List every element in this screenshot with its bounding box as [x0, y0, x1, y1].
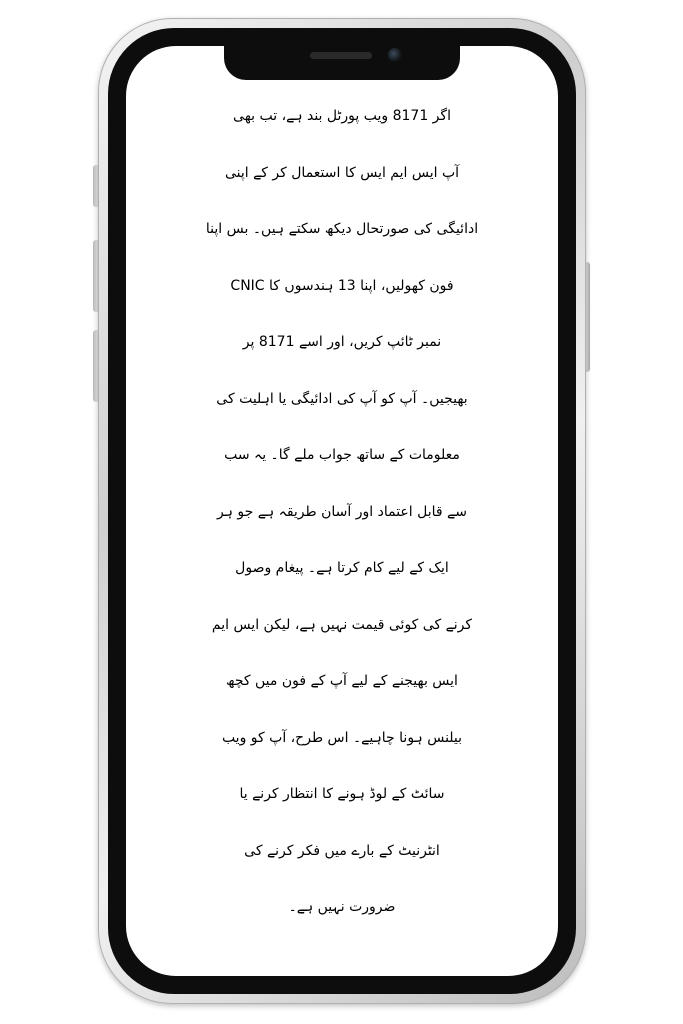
front-camera-icon — [388, 48, 402, 62]
speaker-grille — [310, 52, 372, 59]
text-line: فون کھولیں، اپنا 13 ہندسوں کا CNIC — [230, 277, 454, 294]
text-line: اگر 8171 ویب پورٹل بند ہے، تب بھی — [233, 108, 451, 124]
text-line: معلومات کے ساتھ جواب ملے گا۔ یہ سب — [224, 447, 460, 463]
article-text — [128, 88, 556, 936]
text-line: ایک کے لیے کام کرتا ہے۔ پیغام وصول — [235, 560, 449, 576]
notch — [224, 42, 460, 80]
text-line: بیلنس ہونا چاہیے۔ اس طرح، آپ کو ویب — [221, 729, 463, 746]
text-line: انٹرنیٹ کے بارے میں فکر کرنے کی — [244, 842, 440, 859]
text-line: بھیجیں۔ آپ کو آپ کی ادائیگی یا اہلیت کی — [216, 390, 468, 407]
text-line: ادائیگی کی صورتحال دیکھ سکتے ہیں۔ بس اپنا — [205, 221, 479, 237]
text-line: ضرورت نہیں ہے۔ — [288, 899, 396, 915]
text-line: کرنے کی کوئی قیمت نہیں ہے، لیکن ایس ایم — [211, 616, 473, 633]
text-line: سے قابل اعتماد اور آسان طریقہ ہے جو ہر — [217, 503, 467, 520]
text-line: سائٹ کے لوڈ ہونے کا انتظار کرنے یا — [239, 786, 445, 802]
text-line: ایس بھیجنے کے لیے آپ کے فون میں کچھ — [226, 673, 458, 689]
text-line: آپ ایس ایم ایس کا استعمال کر کے اپنی — [224, 164, 460, 181]
text-line: نمبر ٹائپ کریں، اور اسے 8171 پر — [242, 334, 442, 350]
